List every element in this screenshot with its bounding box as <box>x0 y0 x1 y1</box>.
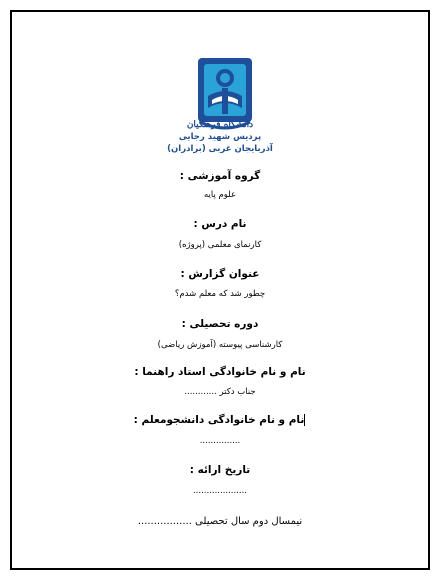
field-value-degree: کارشناسی پیوسته (آموزش ریاضی) <box>157 340 283 350</box>
field-label-degree: دوره تحصیلی : <box>181 318 259 330</box>
field-value-date: .................... <box>192 486 248 496</box>
field-label-supervisor: نام و نام خانوادگی استاد راهنما : <box>134 366 306 378</box>
campus-region: آذربایجان غربی (برادران) <box>167 144 273 154</box>
field-label-student-text: نام و نام خانوادگی دانشجومعلم : <box>133 414 305 426</box>
campus-name: پردیس شهید رجایی <box>178 132 262 142</box>
semester-line: نیمسال دوم سال تحصیلی ................. <box>137 516 303 527</box>
university-name: دانشگاه فرهنگیان <box>186 120 254 130</box>
field-label-course: نام درس : <box>193 218 247 230</box>
field-value-report-title: چطور شد که معلم شدم؟ <box>174 289 266 299</box>
field-value-department: علوم پایه <box>203 190 237 200</box>
document-page <box>10 10 430 570</box>
field-value-supervisor: جناب دکتر ............ <box>184 387 256 397</box>
field-label-student[interactable] <box>12 414 428 426</box>
text-cursor <box>304 414 305 426</box>
field-value-student: ............... <box>199 436 241 446</box>
field-value-course: کارنمای معلمی (پروژه) <box>178 240 262 250</box>
field-label-department: گروه آموزشی : <box>179 170 261 182</box>
field-label-date: تاریخ ارائه : <box>189 464 251 476</box>
field-label-report-title: عنوان گزارش : <box>180 268 260 280</box>
